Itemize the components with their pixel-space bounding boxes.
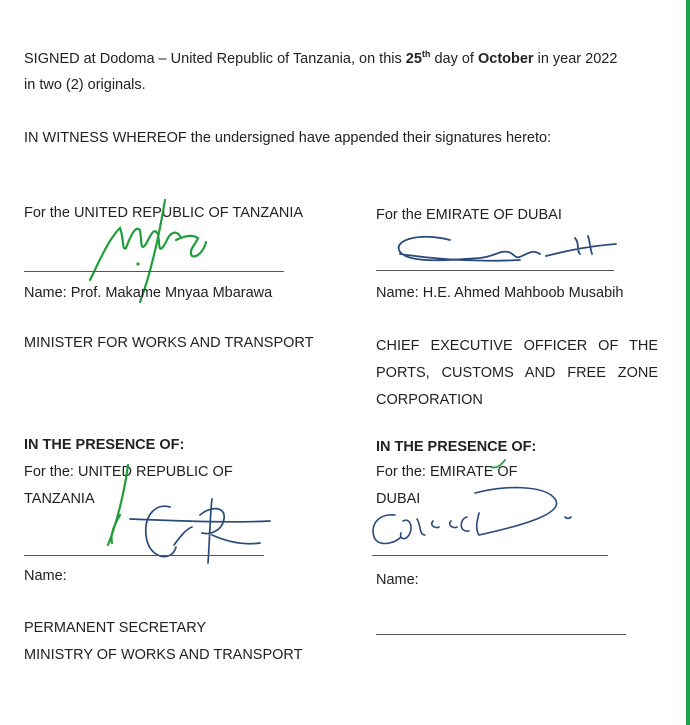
tanzania-presence-heading: IN THE PRESENCE OF: (24, 437, 185, 453)
tanzania-witness-signature-line (24, 555, 264, 556)
dubai-title-line3: CORPORATION (376, 392, 483, 408)
dubai-ceo-signature (370, 220, 630, 280)
tanzania-signatory-name: Name: Prof. Makame Mnyaa Mbarawa (24, 285, 273, 301)
dubai-witness-signature (355, 455, 595, 555)
dubai-witness-signature-line (372, 555, 608, 556)
dubai-party-label: For the EMIRATE OF DUBAI (376, 207, 562, 223)
dubai-witness-title-line (376, 634, 626, 635)
tanzania-signature-line (24, 271, 284, 272)
dubai-witness-name: Name: (376, 572, 419, 588)
witness-statement: IN WITNESS WHEREOF the undersigned have appended their signatures hereto: (24, 130, 552, 146)
tanzania-party-label: For the UNITED REPUBLIC OF TANZANIA (24, 205, 304, 221)
dubai-title-line1: CHIEF EXECUTIVE OFFICER OF THE (376, 338, 658, 354)
dubai-signatory-name: Name: H.E. Ahmed Mahboob Musabih (376, 285, 624, 301)
tanzania-signatory-title: MINISTER FOR WORKS AND TRANSPORT (24, 335, 314, 351)
tanzania-witness-title-line1: PERMANENT SECRETARY (24, 620, 207, 636)
page-edge-stripe (686, 0, 690, 725)
tanzania-witness-title-line2: MINISTRY OF WORKS AND TRANSPORT (24, 647, 303, 663)
dubai-signatory-title (376, 333, 658, 414)
signing-statement-line1: SIGNED at Dodoma – United Republic of Tanzania, on this 25th day of October in year 2022 (24, 49, 618, 67)
dubai-presence-heading: IN THE PRESENCE OF: (376, 439, 537, 455)
dubai-signature-line (376, 270, 614, 271)
dubai-presence-for-line2: DUBAI (376, 491, 421, 507)
dubai-title-line2: PORTS, CUSTOMS AND FREE ZONE (376, 365, 658, 381)
tanzania-presence-for-line1: For the: UNITED REPUBLIC OF (24, 464, 233, 480)
tanzania-witness-name: Name: (24, 568, 67, 584)
tanzania-witness-signature (100, 455, 275, 575)
dubai-presence-for-line1: For the: EMIRATE OF (376, 464, 518, 480)
tanzania-presence-for-line2: TANZANIA (24, 491, 95, 507)
signing-statement-line2: in two (2) originals. (24, 77, 146, 93)
